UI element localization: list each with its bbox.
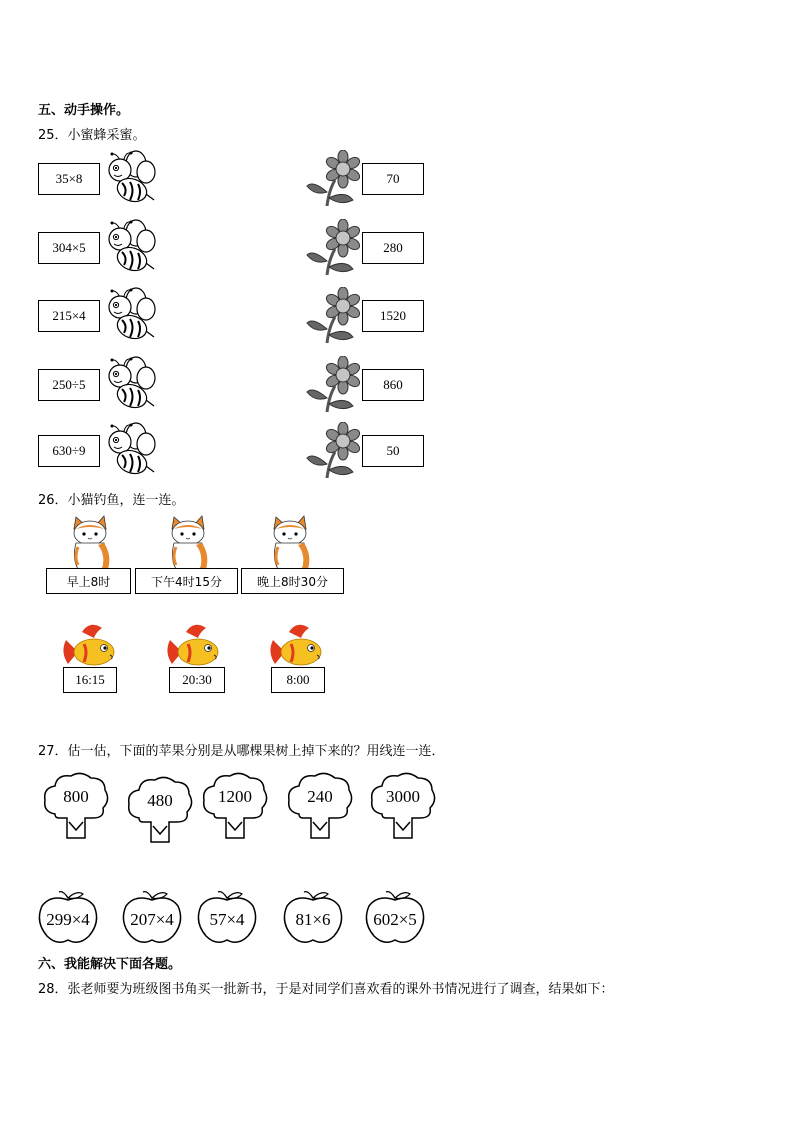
flower-value-box[interactable]: 860 bbox=[362, 369, 424, 401]
apple-expression-label[interactable]: 81×6 bbox=[295, 910, 331, 929]
fish-time-box[interactable]: 16:15 bbox=[63, 667, 117, 693]
fish-time-box[interactable]: 20:30 bbox=[169, 667, 225, 693]
apple-expression-label[interactable]: 602×5 bbox=[373, 910, 417, 929]
flower-value-box[interactable]: 280 bbox=[362, 232, 424, 264]
apple-expression-label[interactable]: 299×4 bbox=[46, 910, 90, 929]
flower-icon bbox=[305, 422, 361, 480]
section-6-title: 六、我能解决下面各题。 bbox=[38, 957, 182, 972]
flower-value-box[interactable]: 70 bbox=[362, 163, 424, 195]
flower-icon bbox=[305, 150, 361, 208]
fish-time-box[interactable]: 8:00 bbox=[271, 667, 325, 693]
fish-icon bbox=[164, 622, 224, 670]
cat-icon bbox=[164, 515, 210, 569]
q27-prompt: 27．估一估，下面的苹果分别是从哪棵果树上掉下来的？用线连一连． bbox=[38, 744, 445, 759]
tree-value-label[interactable]: 1200 bbox=[218, 787, 252, 806]
bee-expression-box[interactable]: 215×4 bbox=[38, 300, 100, 332]
tree-value-label[interactable]: 800 bbox=[63, 787, 89, 806]
apple-expression-label[interactable]: 207×4 bbox=[130, 910, 174, 929]
flower-icon bbox=[305, 219, 361, 277]
flower-value-box[interactable]: 1520 bbox=[362, 300, 424, 332]
q28-prompt: 28．张老师要为班级图书角买一批新书，于是对同学们喜欢看的课外书情况进行了调查，结果如下： bbox=[38, 982, 614, 997]
q25-prompt: 25．小蜜蜂采蜜。 bbox=[38, 128, 146, 143]
section-5-title: 五、动手操作。 bbox=[38, 103, 130, 118]
fish-icon bbox=[267, 622, 327, 670]
cat-time-box[interactable]: 下午4时15分 bbox=[135, 568, 238, 594]
tree-value-label[interactable]: 480 bbox=[147, 791, 173, 810]
bee-icon bbox=[100, 422, 156, 478]
bee-icon bbox=[100, 219, 156, 275]
bee-expression-box[interactable]: 250÷5 bbox=[38, 369, 100, 401]
flower-icon bbox=[305, 287, 361, 345]
cat-icon bbox=[266, 515, 312, 569]
cat-icon bbox=[66, 515, 112, 569]
cat-time-box[interactable]: 早上8时 bbox=[46, 568, 131, 594]
fish-icon bbox=[60, 622, 120, 670]
bee-icon bbox=[100, 287, 156, 343]
bee-expression-box[interactable]: 630÷9 bbox=[38, 435, 100, 467]
flower-value-box[interactable]: 50 bbox=[362, 435, 424, 467]
bee-icon bbox=[100, 356, 156, 412]
q26-prompt: 26．小猫钓鱼，连一连。 bbox=[38, 493, 185, 508]
flower-icon bbox=[305, 356, 361, 414]
apple-expression-label[interactable]: 57×4 bbox=[209, 910, 245, 929]
tree-value-label[interactable]: 240 bbox=[307, 787, 333, 806]
bee-expression-box[interactable]: 304×5 bbox=[38, 232, 100, 264]
cat-time-box[interactable]: 晚上8时30分 bbox=[241, 568, 344, 594]
bee-icon bbox=[100, 150, 156, 206]
tree-value-label[interactable]: 3000 bbox=[386, 787, 420, 806]
bee-expression-box[interactable]: 35×8 bbox=[38, 163, 100, 195]
